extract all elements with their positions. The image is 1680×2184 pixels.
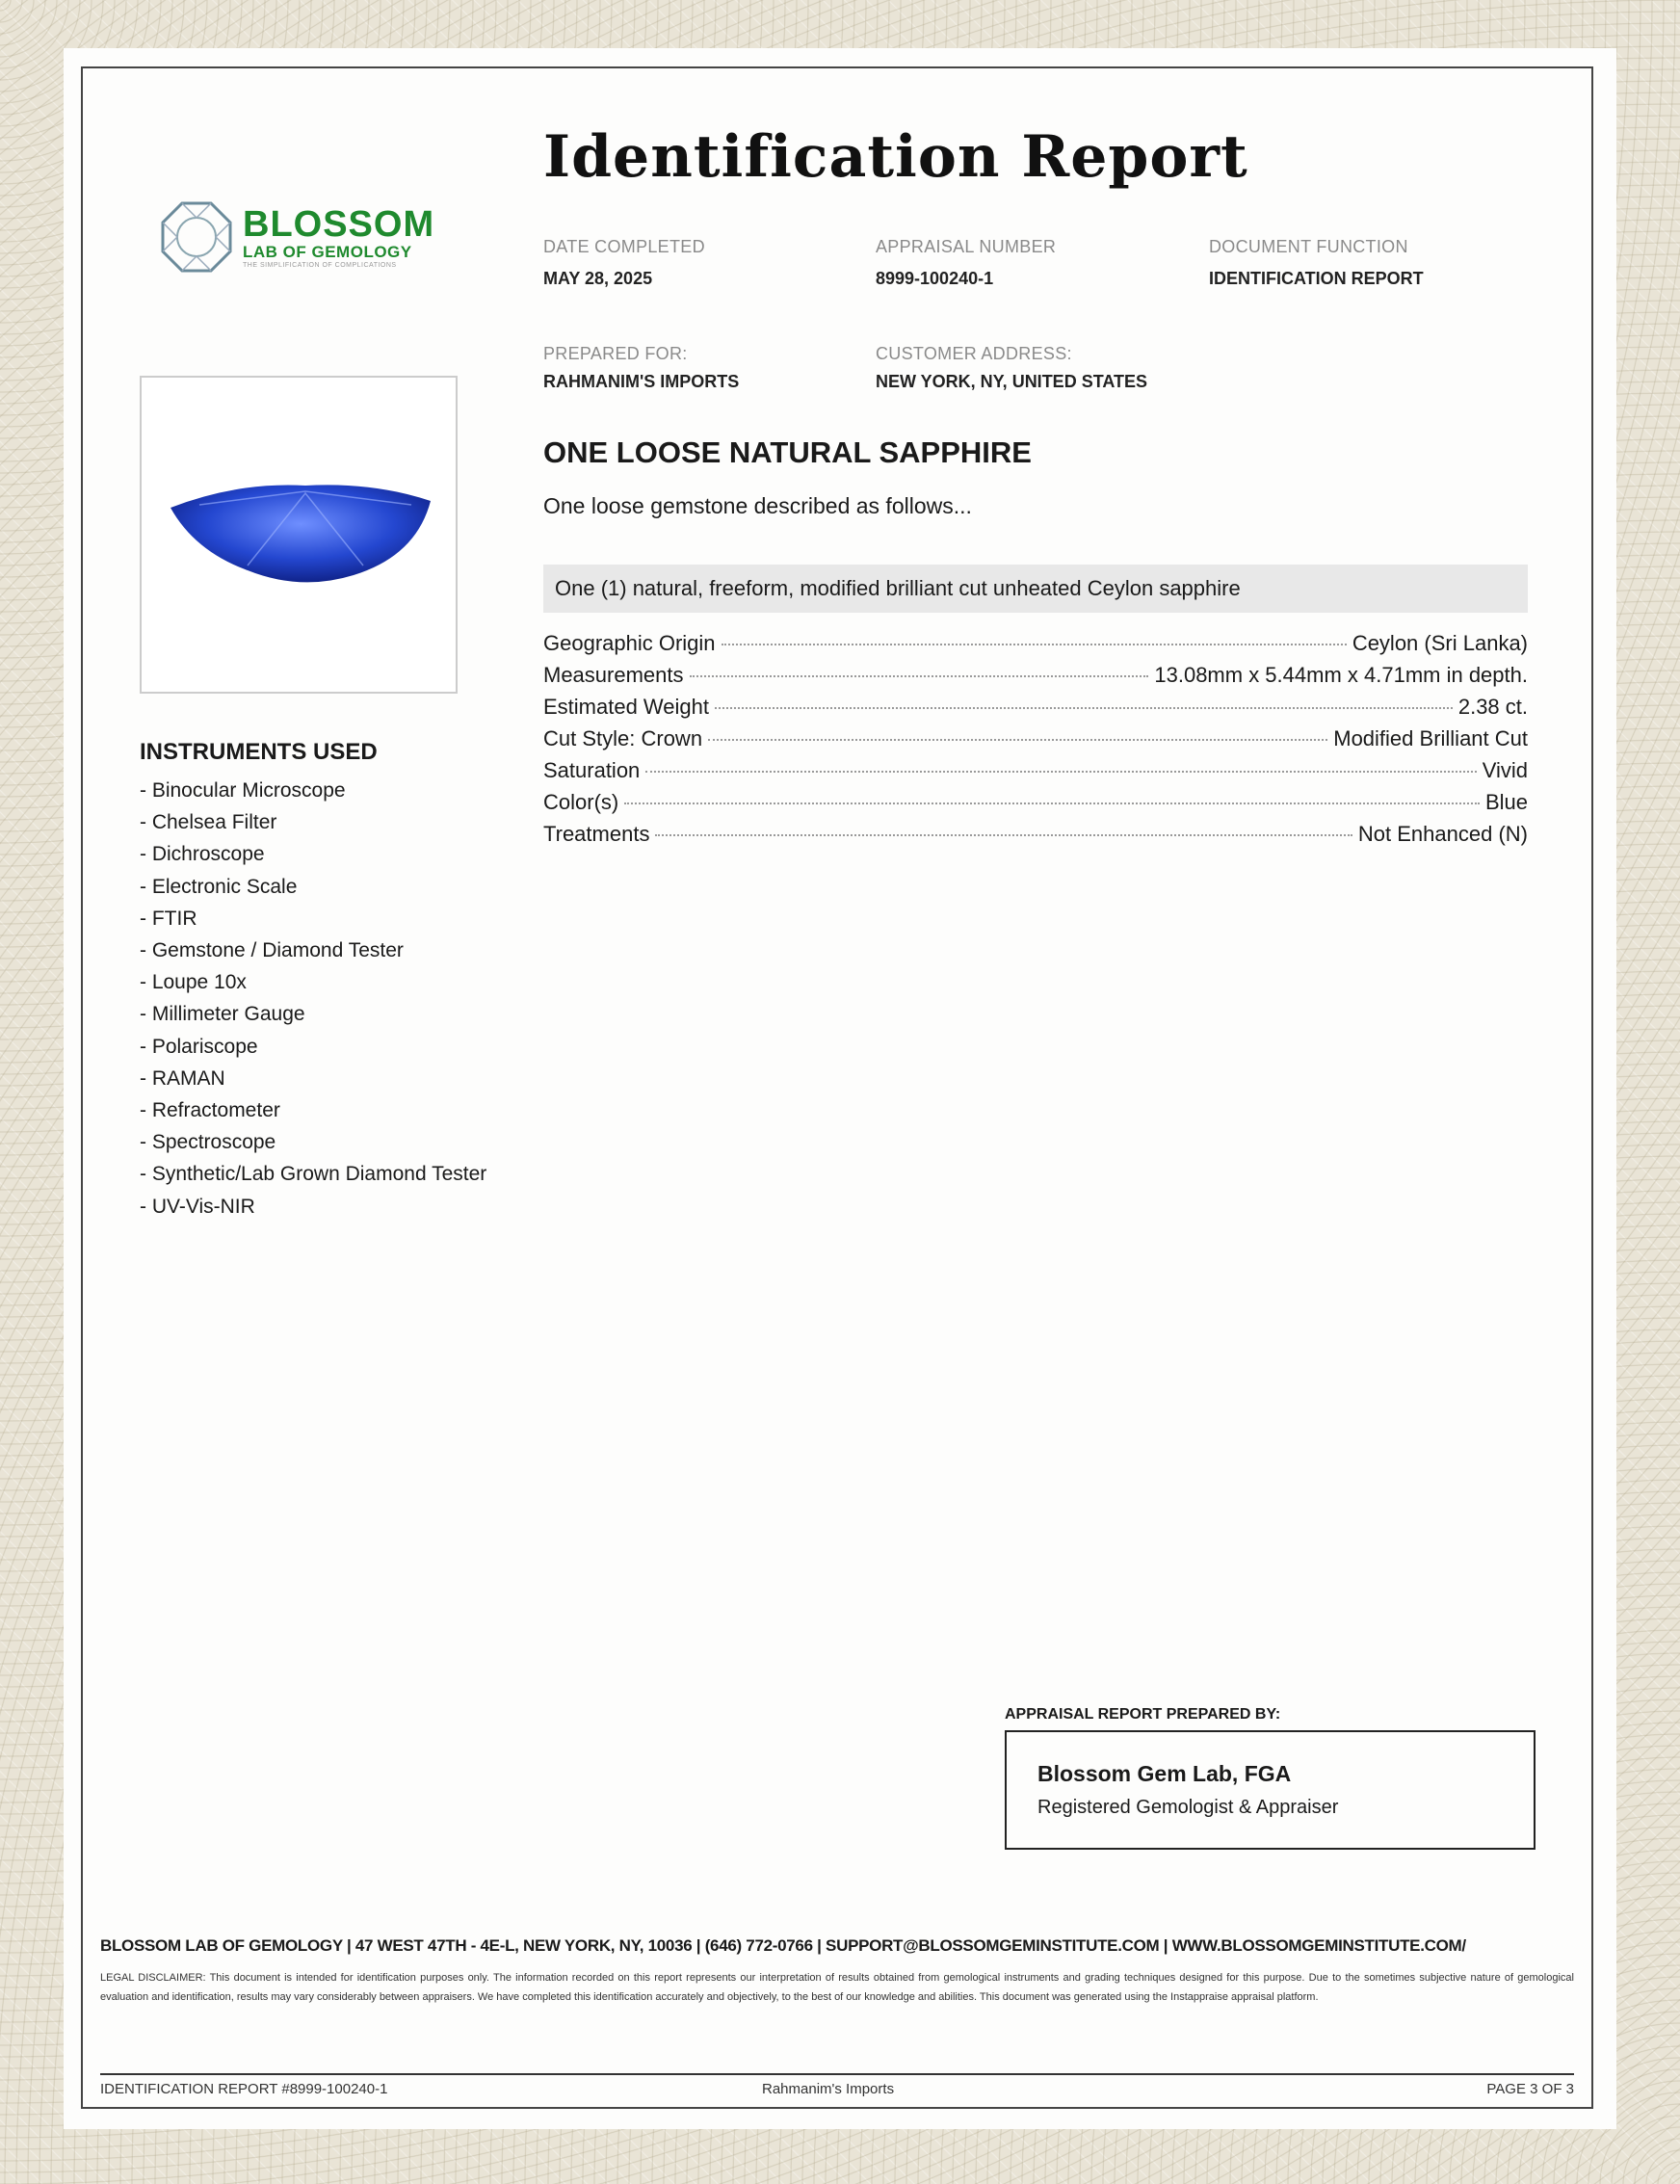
footer-divider bbox=[100, 2073, 1574, 2075]
detail-row bbox=[543, 790, 1528, 822]
detail-value: Not Enhanced (N) bbox=[1357, 822, 1528, 846]
footer-report-id: IDENTIFICATION REPORT #8999-100240-1 bbox=[100, 2081, 388, 2097]
logo bbox=[160, 200, 434, 274]
detail-label: Geographic Origin bbox=[543, 631, 716, 655]
prepared-value: RAHMANIM'S IMPORTS bbox=[543, 372, 740, 391]
detail-label: Color(s) bbox=[543, 790, 619, 814]
detail-value: Vivid bbox=[1482, 758, 1528, 782]
function-value: IDENTIFICATION REPORT bbox=[1209, 269, 1424, 288]
instruments-heading: INSTRUMENTS USED bbox=[140, 739, 378, 765]
instrument-item: - Millimeter Gauge bbox=[140, 1003, 305, 1026]
gemstone-photo bbox=[140, 376, 458, 694]
instrument-item: - Loupe 10x bbox=[140, 971, 247, 994]
appraisal-label: APPRAISAL NUMBER bbox=[876, 237, 1057, 256]
logo-tagline: THE SIMPLIFICATION OF COMPLICATIONS bbox=[243, 261, 397, 269]
appraiser-role: Registered Gemologist & Appraiser bbox=[1037, 1797, 1339, 1818]
logo-sub: LAB OF GEMOLOGY bbox=[243, 242, 412, 261]
footer-address: BLOSSOM LAB OF GEMOLOGY | 47 WEST 47TH - 4E-L, NEW YORK, NY, 10036 | (646) 772-0766 | SUPPORT@BLOSSOMGEMINSTITUTE.COM | WWW.BLOSSOMGEMINSTITUTE.COM/ bbox=[100, 1936, 1466, 1955]
detail-row bbox=[543, 695, 1528, 726]
appraiser-name: Blossom Gem Lab, FGA bbox=[1037, 1761, 1292, 1786]
footer-page-number: PAGE 3 OF 3 bbox=[1486, 2081, 1574, 2097]
address-label: CUSTOMER ADDRESS: bbox=[876, 344, 1072, 363]
instrument-item: - Chelsea Filter bbox=[140, 811, 277, 834]
date-label: DATE COMPLETED bbox=[543, 237, 705, 256]
details-list bbox=[543, 631, 1528, 854]
detail-value: Blue bbox=[1484, 790, 1528, 814]
detail-value: 13.08mm x 5.44mm x 4.71mm in depth. bbox=[1154, 663, 1528, 687]
appraiser-box bbox=[1005, 1730, 1536, 1850]
detail-label: Treatments bbox=[543, 822, 650, 846]
detail-row bbox=[543, 663, 1528, 695]
instruments-list bbox=[140, 775, 486, 1223]
instrument-item: - Gemstone / Diamond Tester bbox=[140, 939, 404, 962]
instrument-item: - RAMAN bbox=[140, 1066, 225, 1090]
sapphire-image bbox=[142, 378, 459, 696]
detail-label: Saturation bbox=[543, 758, 641, 782]
instrument-item: - UV-Vis-NIR bbox=[140, 1195, 255, 1218]
detail-value: Ceylon (Sri Lanka) bbox=[1352, 631, 1528, 655]
date-value: MAY 28, 2025 bbox=[543, 269, 653, 288]
detail-label: Measurements bbox=[543, 663, 684, 687]
instrument-item: - Refractometer bbox=[140, 1099, 280, 1122]
instrument-item: - Synthetic/Lab Grown Diamond Tester bbox=[140, 1163, 487, 1186]
appraisal-value: 8999-100240-1 bbox=[876, 269, 994, 288]
detail-value: Modified Brilliant Cut bbox=[1333, 726, 1528, 750]
detail-label: Cut Style: Crown bbox=[543, 726, 703, 750]
detail-row bbox=[543, 726, 1528, 758]
logo-name: BLOSSOM bbox=[243, 203, 435, 245]
instrument-item: - Dichroscope bbox=[140, 843, 265, 866]
instrument-item: - Polariscope bbox=[140, 1035, 258, 1058]
item-heading: ONE LOOSE NATURAL SAPPHIRE bbox=[543, 435, 1032, 469]
detail-value: 2.38 ct. bbox=[1457, 695, 1528, 719]
instrument-item: - Electronic Scale bbox=[140, 875, 298, 898]
instrument-item: - Spectroscope bbox=[140, 1131, 276, 1154]
prepared-label: PREPARED FOR: bbox=[543, 344, 688, 363]
item-description: One (1) natural, freeform, modified brilliant cut unheated Ceylon sapphire bbox=[543, 565, 1528, 613]
address-value: NEW YORK, NY, UNITED STATES bbox=[876, 372, 1148, 391]
appraiser-label: APPRAISAL REPORT PREPARED BY: bbox=[1005, 1706, 1281, 1723]
footer-customer: Rahmanim's Imports bbox=[762, 2081, 895, 2097]
gem-octagon-icon bbox=[160, 200, 233, 274]
instrument-item: - FTIR bbox=[140, 907, 197, 930]
detail-row bbox=[543, 822, 1528, 854]
page-title: Identification Report bbox=[543, 123, 1248, 191]
legal-disclaimer: LEGAL DISCLAIMER: This document is intended for identification purposes only. The information recorded on this report represents our interpretation of results obtained from gemological instruments and grading techniques designed for this purpose. Due to the sometimes subjective nature of gemological evaluation and identification, results may vary considerably between appraisers. We have completed this identification accurately and objectively, to the best of our knowledge and abilities. This document was generated using the Instappraise appraisal platform. bbox=[100, 1972, 1574, 2003]
function-label: DOCUMENT FUNCTION bbox=[1209, 237, 1408, 256]
detail-label: Estimated Weight bbox=[543, 695, 710, 719]
detail-row bbox=[543, 758, 1528, 790]
item-intro: One loose gemstone described as follows... bbox=[543, 493, 972, 518]
instrument-item: - Binocular Microscope bbox=[140, 779, 346, 802]
detail-row bbox=[543, 631, 1528, 663]
